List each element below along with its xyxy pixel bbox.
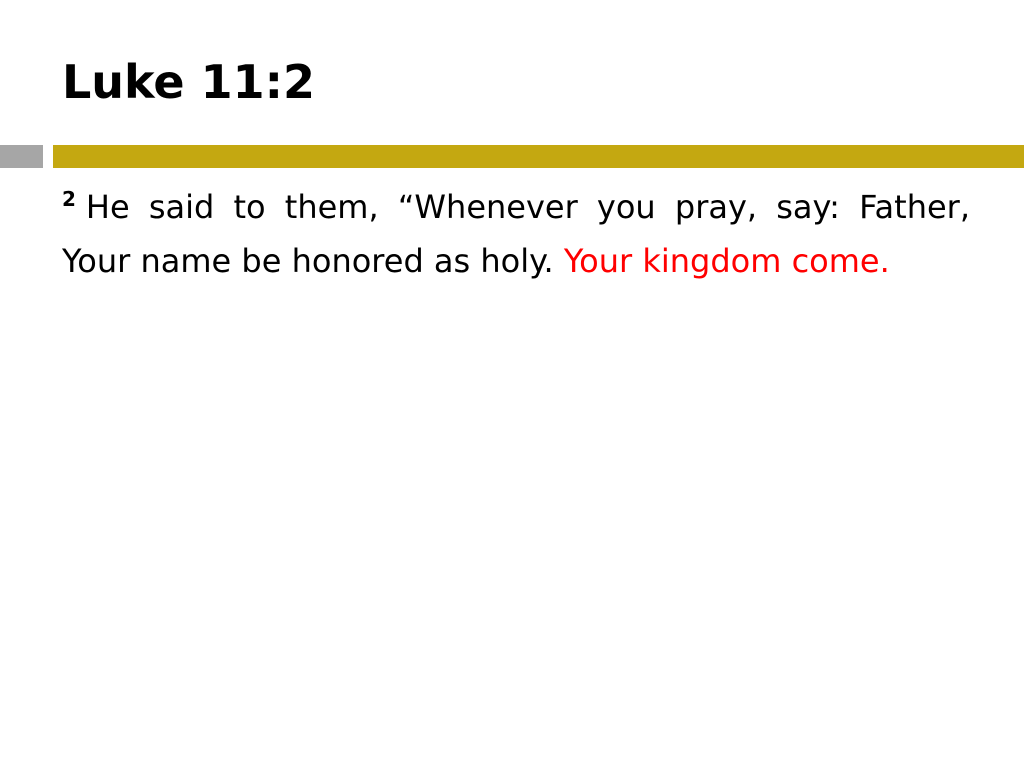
slide-title: Luke 11:2 bbox=[62, 55, 316, 109]
title-rule-side-block bbox=[0, 145, 43, 168]
verse-highlight: Your kingdom come. bbox=[563, 242, 890, 280]
verse-text bbox=[62, 180, 970, 288]
title-rule-accent-bar bbox=[53, 145, 1024, 168]
verse-body: He said to them, “Whenever you pray, say: Father, Your name be honored as holy. bbox=[62, 188, 970, 280]
verse-number: 2 bbox=[62, 187, 76, 212]
